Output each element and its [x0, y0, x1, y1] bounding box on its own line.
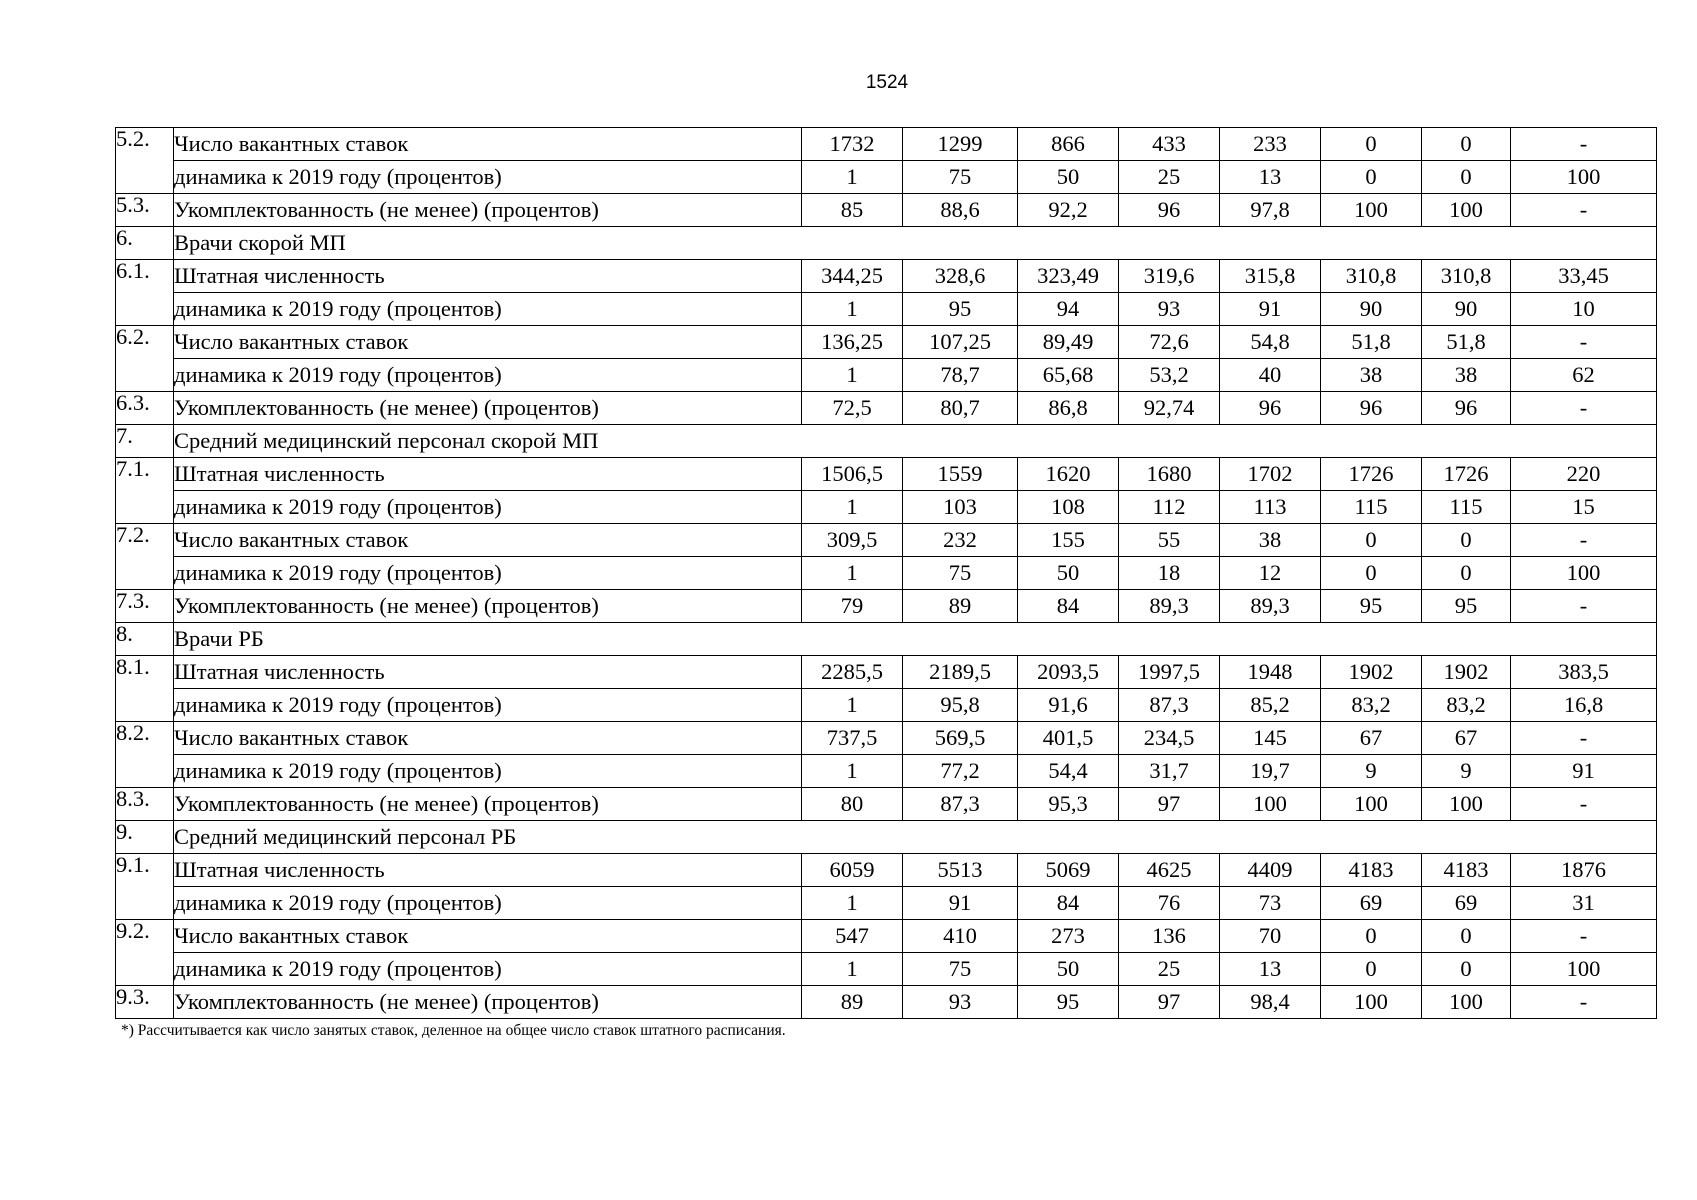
section-title: Врачи РБ [174, 623, 1657, 656]
value-cell: 433 [1119, 128, 1220, 161]
value-cell: - [1511, 128, 1657, 161]
value-cell: 4409 [1220, 854, 1321, 887]
value-cell: 70 [1220, 920, 1321, 953]
value-cell: 328,6 [903, 260, 1018, 293]
value-cell: - [1511, 986, 1657, 1019]
value-cell: 100 [1321, 194, 1422, 227]
value-cell: 95 [1321, 590, 1422, 623]
value-cell: 85 [802, 194, 903, 227]
value-cell: 54,4 [1018, 755, 1119, 788]
value-cell: 92,2 [1018, 194, 1119, 227]
value-cell: 1 [802, 887, 903, 920]
value-cell: 100 [1511, 557, 1657, 590]
value-cell: 54,8 [1220, 326, 1321, 359]
value-cell: 100 [1321, 986, 1422, 1019]
value-cell: 155 [1018, 524, 1119, 557]
value-cell: - [1511, 788, 1657, 821]
row-label: Число вакантных ставок [174, 326, 802, 359]
value-cell: 100 [1422, 986, 1511, 1019]
value-cell: 69 [1422, 887, 1511, 920]
value-cell: 0 [1321, 557, 1422, 590]
value-cell: 100 [1220, 788, 1321, 821]
value-cell: 87,3 [1119, 689, 1220, 722]
value-cell: 83,2 [1422, 689, 1511, 722]
value-cell: 1620 [1018, 458, 1119, 491]
section-title: Средний медицинский персонал скорой МП [174, 425, 1657, 458]
row-label: Число вакантных ставок [174, 920, 802, 953]
section-row [116, 425, 1657, 458]
value-cell: 93 [903, 986, 1018, 1019]
value-cell: 40 [1220, 359, 1321, 392]
value-cell: 19,7 [1220, 755, 1321, 788]
value-cell: 38 [1321, 359, 1422, 392]
table-row [116, 260, 1657, 293]
value-cell: 233 [1220, 128, 1321, 161]
value-cell: 1726 [1422, 458, 1511, 491]
value-cell: 89 [903, 590, 1018, 623]
value-cell: 93 [1119, 293, 1220, 326]
table-row [116, 689, 1657, 722]
table-row [116, 293, 1657, 326]
value-cell: 310,8 [1422, 260, 1511, 293]
section-row [116, 821, 1657, 854]
value-cell: 88,6 [903, 194, 1018, 227]
value-cell: 83,2 [1321, 689, 1422, 722]
value-cell: 232 [903, 524, 1018, 557]
table-row [116, 359, 1657, 392]
row-label: Укомплектованность (не менее) (процентов) [174, 986, 802, 1019]
value-cell: 91 [1220, 293, 1321, 326]
value-cell: 85,2 [1220, 689, 1321, 722]
value-cell: 100 [1422, 788, 1511, 821]
value-cell: 310,8 [1321, 260, 1422, 293]
value-cell: 136 [1119, 920, 1220, 953]
value-cell: 401,5 [1018, 722, 1119, 755]
value-cell: 0 [1422, 161, 1511, 194]
value-cell: 2189,5 [903, 656, 1018, 689]
table-row [116, 887, 1657, 920]
value-cell: 13 [1220, 161, 1321, 194]
row-label: Штатная численность [174, 458, 802, 491]
value-cell: 1702 [1220, 458, 1321, 491]
value-cell: 67 [1321, 722, 1422, 755]
value-cell: 76 [1119, 887, 1220, 920]
row-label: динамика к 2019 году (процентов) [174, 557, 802, 590]
value-cell: 51,8 [1422, 326, 1511, 359]
value-cell: 91 [1511, 755, 1657, 788]
value-cell: 1680 [1119, 458, 1220, 491]
value-cell: 0 [1422, 557, 1511, 590]
value-cell: - [1511, 920, 1657, 953]
value-cell: 103 [903, 491, 1018, 524]
value-cell: 6059 [802, 854, 903, 887]
value-cell: 50 [1018, 161, 1119, 194]
row-label: Укомплектованность (не менее) (процентов) [174, 194, 802, 227]
value-cell: - [1511, 392, 1657, 425]
value-cell: 69 [1321, 887, 1422, 920]
value-cell: 145 [1220, 722, 1321, 755]
value-cell: 1 [802, 755, 903, 788]
row-number: 8. [116, 623, 174, 656]
row-number: 7. [116, 425, 174, 458]
value-cell: 1 [802, 491, 903, 524]
row-label: Штатная численность [174, 854, 802, 887]
value-cell: 0 [1321, 920, 1422, 953]
row-label: динамика к 2019 году (процентов) [174, 887, 802, 920]
value-cell: 2285,5 [802, 656, 903, 689]
value-cell: 1506,5 [802, 458, 903, 491]
value-cell: 51,8 [1321, 326, 1422, 359]
value-cell: 113 [1220, 491, 1321, 524]
value-cell: 112 [1119, 491, 1220, 524]
value-cell: 547 [802, 920, 903, 953]
table-row [116, 920, 1657, 953]
value-cell: - [1511, 524, 1657, 557]
value-cell: 1559 [903, 458, 1018, 491]
value-cell: 319,6 [1119, 260, 1220, 293]
value-cell: 77,2 [903, 755, 1018, 788]
value-cell: 96 [1220, 392, 1321, 425]
value-cell: 97 [1119, 986, 1220, 1019]
value-cell: 1948 [1220, 656, 1321, 689]
value-cell: 18 [1119, 557, 1220, 590]
value-cell: 100 [1511, 953, 1657, 986]
row-label: динамика к 2019 году (процентов) [174, 755, 802, 788]
row-number: 9.2. [116, 920, 174, 986]
value-cell: 95,3 [1018, 788, 1119, 821]
section-title: Средний медицинский персонал РБ [174, 821, 1657, 854]
row-number: 8.2. [116, 722, 174, 788]
value-cell: 25 [1119, 161, 1220, 194]
value-cell: 220 [1511, 458, 1657, 491]
value-cell: 315,8 [1220, 260, 1321, 293]
value-cell: - [1511, 722, 1657, 755]
table-row [116, 557, 1657, 590]
value-cell: 65,68 [1018, 359, 1119, 392]
value-cell: 86,8 [1018, 392, 1119, 425]
value-cell: 866 [1018, 128, 1119, 161]
table-row [116, 986, 1657, 1019]
value-cell: 92,74 [1119, 392, 1220, 425]
value-cell: 5069 [1018, 854, 1119, 887]
value-cell: 91,6 [1018, 689, 1119, 722]
value-cell: 0 [1422, 953, 1511, 986]
value-cell: 96 [1321, 392, 1422, 425]
value-cell: 95 [1018, 986, 1119, 1019]
value-cell: 115 [1422, 491, 1511, 524]
value-cell: 96 [1422, 392, 1511, 425]
value-cell: 115 [1321, 491, 1422, 524]
value-cell: 273 [1018, 920, 1119, 953]
value-cell: 75 [903, 557, 1018, 590]
table-row [116, 656, 1657, 689]
value-cell: 1299 [903, 128, 1018, 161]
value-cell: 62 [1511, 359, 1657, 392]
table-row [116, 392, 1657, 425]
row-number: 5.3. [116, 194, 174, 227]
table-body [116, 128, 1657, 1019]
value-cell: 38 [1422, 359, 1511, 392]
row-number: 6. [116, 227, 174, 260]
value-cell: 80,7 [903, 392, 1018, 425]
value-cell: 95 [1422, 590, 1511, 623]
row-number: 9.1. [116, 854, 174, 920]
value-cell: 80 [802, 788, 903, 821]
table-row [116, 788, 1657, 821]
value-cell: 33,45 [1511, 260, 1657, 293]
value-cell: 1 [802, 359, 903, 392]
value-cell: 31 [1511, 887, 1657, 920]
row-number: 8.3. [116, 788, 174, 821]
value-cell: 90 [1321, 293, 1422, 326]
value-cell: 9 [1321, 755, 1422, 788]
row-label: динамика к 2019 году (процентов) [174, 293, 802, 326]
value-cell: 84 [1018, 590, 1119, 623]
staffing-table [115, 127, 1657, 1019]
value-cell: 1902 [1321, 656, 1422, 689]
value-cell: 107,25 [903, 326, 1018, 359]
row-label: динамика к 2019 году (процентов) [174, 491, 802, 524]
row-number: 6.2. [116, 326, 174, 392]
value-cell: 96 [1119, 194, 1220, 227]
row-label: динамика к 2019 году (процентов) [174, 689, 802, 722]
value-cell: 13 [1220, 953, 1321, 986]
section-title: Врачи скорой МП [174, 227, 1657, 260]
value-cell: 91 [903, 887, 1018, 920]
row-number: 8.1. [116, 656, 174, 722]
value-cell: 55 [1119, 524, 1220, 557]
row-number: 7.2. [116, 524, 174, 590]
value-cell: 89,49 [1018, 326, 1119, 359]
value-cell: 75 [903, 953, 1018, 986]
value-cell: 4183 [1422, 854, 1511, 887]
value-cell: 15 [1511, 491, 1657, 524]
value-cell: 1 [802, 293, 903, 326]
row-label: Число вакантных ставок [174, 128, 802, 161]
value-cell: 344,25 [802, 260, 903, 293]
row-label: Штатная численность [174, 260, 802, 293]
value-cell: 84 [1018, 887, 1119, 920]
value-cell: 94 [1018, 293, 1119, 326]
table-row [116, 161, 1657, 194]
row-number: 9.3. [116, 986, 174, 1019]
value-cell: 9 [1422, 755, 1511, 788]
row-label: Число вакантных ставок [174, 524, 802, 557]
value-cell: 136,25 [802, 326, 903, 359]
value-cell: 1902 [1422, 656, 1511, 689]
value-cell: 100 [1422, 194, 1511, 227]
value-cell: 0 [1321, 524, 1422, 557]
value-cell: 737,5 [802, 722, 903, 755]
row-number: 6.1. [116, 260, 174, 326]
value-cell: 0 [1422, 128, 1511, 161]
value-cell: 1876 [1511, 854, 1657, 887]
value-cell: 410 [903, 920, 1018, 953]
value-cell: 67 [1422, 722, 1511, 755]
row-label: динамика к 2019 году (процентов) [174, 161, 802, 194]
table-row [116, 524, 1657, 557]
table-row [116, 326, 1657, 359]
row-label: Укомплектованность (не менее) (процентов) [174, 392, 802, 425]
value-cell: 1726 [1321, 458, 1422, 491]
value-cell: 75 [903, 161, 1018, 194]
row-label: Укомплектованность (не менее) (процентов) [174, 590, 802, 623]
value-cell: 98,4 [1220, 986, 1321, 1019]
value-cell: 383,5 [1511, 656, 1657, 689]
value-cell: 95,8 [903, 689, 1018, 722]
value-cell: 72,6 [1119, 326, 1220, 359]
row-label: динамика к 2019 году (процентов) [174, 359, 802, 392]
table-row [116, 194, 1657, 227]
value-cell: 234,5 [1119, 722, 1220, 755]
footnote: *) Рассчитывается как число занятых ставок, деленное на общее число ставок штатного расписания. [121, 1022, 786, 1039]
value-cell: 90 [1422, 293, 1511, 326]
page-number: 1524 [865, 72, 909, 93]
value-cell: - [1511, 194, 1657, 227]
table-row [116, 458, 1657, 491]
row-label: Число вакантных ставок [174, 722, 802, 755]
value-cell: 309,5 [802, 524, 903, 557]
value-cell: 323,49 [1018, 260, 1119, 293]
table-row [116, 128, 1657, 161]
value-cell: 100 [1321, 788, 1422, 821]
row-label: Укомплектованность (не менее) (процентов) [174, 788, 802, 821]
value-cell: - [1511, 326, 1657, 359]
value-cell: 100 [1511, 161, 1657, 194]
value-cell: - [1511, 590, 1657, 623]
value-cell: 50 [1018, 953, 1119, 986]
row-label: динамика к 2019 году (процентов) [174, 953, 802, 986]
value-cell: 50 [1018, 557, 1119, 590]
value-cell: 87,3 [903, 788, 1018, 821]
row-number: 5.2. [116, 128, 174, 194]
value-cell: 569,5 [903, 722, 1018, 755]
value-cell: 0 [1422, 920, 1511, 953]
value-cell: 31,7 [1119, 755, 1220, 788]
value-cell: 78,7 [903, 359, 1018, 392]
value-cell: 1 [802, 557, 903, 590]
value-cell: 53,2 [1119, 359, 1220, 392]
table-row [116, 755, 1657, 788]
value-cell: 89 [802, 986, 903, 1019]
value-cell: 97 [1119, 788, 1220, 821]
value-cell: 1997,5 [1119, 656, 1220, 689]
table-row [116, 953, 1657, 986]
value-cell: 1 [802, 161, 903, 194]
value-cell: 12 [1220, 557, 1321, 590]
table-row [116, 491, 1657, 524]
row-number: 7.1. [116, 458, 174, 524]
value-cell: 0 [1321, 953, 1422, 986]
value-cell: 4625 [1119, 854, 1220, 887]
value-cell: 0 [1422, 524, 1511, 557]
value-cell: 1732 [802, 128, 903, 161]
value-cell: 5513 [903, 854, 1018, 887]
table-row [116, 722, 1657, 755]
value-cell: 95 [903, 293, 1018, 326]
table-row [116, 590, 1657, 623]
row-number: 6.3. [116, 392, 174, 425]
value-cell: 1 [802, 953, 903, 986]
value-cell: 38 [1220, 524, 1321, 557]
value-cell: 73 [1220, 887, 1321, 920]
value-cell: 89,3 [1220, 590, 1321, 623]
value-cell: 10 [1511, 293, 1657, 326]
row-number: 9. [116, 821, 174, 854]
value-cell: 4183 [1321, 854, 1422, 887]
section-row [116, 623, 1657, 656]
value-cell: 16,8 [1511, 689, 1657, 722]
value-cell: 72,5 [802, 392, 903, 425]
table-row [116, 854, 1657, 887]
value-cell: 79 [802, 590, 903, 623]
row-label: Штатная численность [174, 656, 802, 689]
value-cell: 89,3 [1119, 590, 1220, 623]
value-cell: 108 [1018, 491, 1119, 524]
value-cell: 0 [1321, 161, 1422, 194]
section-row [116, 227, 1657, 260]
row-number: 7.3. [116, 590, 174, 623]
value-cell: 2093,5 [1018, 656, 1119, 689]
value-cell: 97,8 [1220, 194, 1321, 227]
value-cell: 1 [802, 689, 903, 722]
value-cell: 25 [1119, 953, 1220, 986]
value-cell: 0 [1321, 128, 1422, 161]
